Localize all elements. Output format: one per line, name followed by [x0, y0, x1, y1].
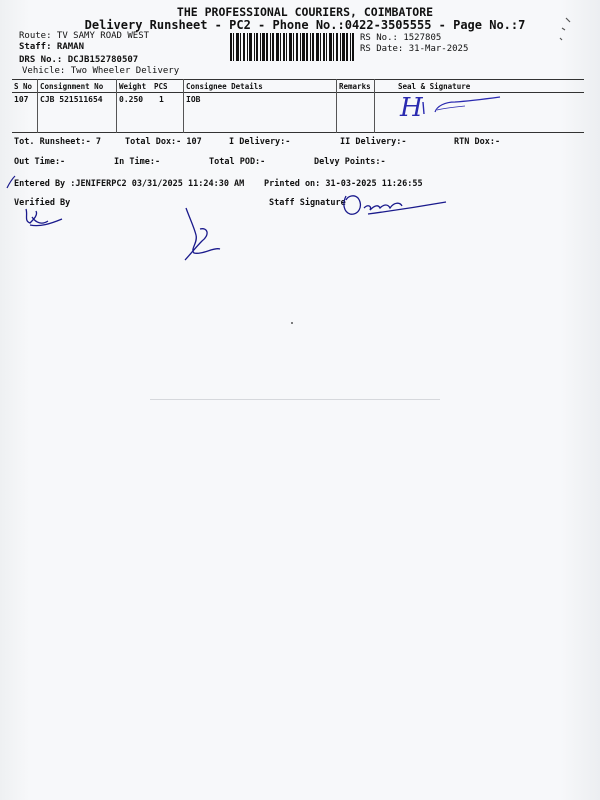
corner-pen-mark: [5, 174, 17, 190]
col-header-pcs: PCS: [154, 82, 168, 91]
col-divider: [116, 79, 117, 133]
col-header-seal: Seal & Signature: [398, 82, 471, 91]
cell-seal-handwritten: H: [400, 93, 423, 123]
staff-signature-scribble: [338, 190, 453, 225]
staff-label: Staff: RAMAN: [19, 42, 85, 52]
tot-runsheet: Tot. Runsheet:- 7: [14, 137, 101, 147]
col-header-consignee: Consignee Details: [186, 82, 263, 91]
rtn-dox: RTN Dox:-: [454, 137, 501, 147]
total-pod: Total POD:-: [209, 157, 266, 167]
cell-consignment: CJB 521511654: [40, 95, 103, 104]
runsheet-subtitle: Delivery Runsheet - PC2 - Phone No.:0422-3505555 - Page No.:7: [84, 18, 526, 32]
vehicle-label: Vehicle: Two Wheeler Delivery: [22, 66, 180, 76]
rs-number: RS No.: 1527805: [360, 33, 442, 43]
col-header-remarks: Remarks: [339, 82, 371, 91]
i-delivery: I Delivery:-: [229, 137, 291, 147]
cell-sno: 107: [14, 95, 29, 104]
out-time: Out Time:-: [14, 157, 66, 167]
col-divider: [336, 79, 337, 133]
staff-signature-label: Staff Signature: [269, 198, 346, 208]
rs-date: RS Date: 31-Mar-2025: [360, 44, 469, 54]
table-border-top: [12, 79, 584, 80]
company-title: THE PROFESSIONAL COURIERS, COIMBATORE: [176, 5, 434, 19]
faint-fold-line: [150, 399, 440, 400]
margin-pen-marks: [556, 16, 576, 46]
barcode: [230, 33, 354, 61]
drs-number: DRS No.: DCJB152780507: [19, 55, 139, 65]
col-divider: [374, 79, 375, 133]
cell-consignee: IOB: [186, 95, 201, 104]
entered-by: Entered By :JENIFERPC2 03/31/2025 11:24:30 AM: [14, 179, 245, 189]
col-divider: [37, 79, 38, 133]
ii-delivery: II Delivery:-: [340, 137, 407, 147]
printed-on: Printed on: 31-03-2025 11:26:55: [264, 179, 423, 189]
cell-pcs: 1: [159, 95, 164, 104]
in-time: In Time:-: [114, 157, 161, 167]
delvy-points: Delvy Points:-: [314, 157, 386, 167]
route-label: Route: TV SAMY ROAD WEST: [19, 31, 150, 41]
col-header-weight: Weight: [119, 82, 147, 91]
total-dox: Total Dox:- 107: [125, 137, 202, 147]
cell-weight: 0.250: [119, 95, 144, 104]
col-header-consignment: Consignment No: [40, 82, 104, 91]
col-header-sno: S No: [14, 82, 33, 91]
seal-signature-scribble: [415, 92, 505, 122]
speck: [291, 322, 293, 324]
handwritten-initial-signature: [180, 205, 230, 263]
col-divider: [183, 79, 184, 133]
verified-by-signature: [14, 205, 74, 230]
verified-by-label: Verified By: [14, 198, 71, 208]
table-border-bottom: [12, 132, 584, 133]
